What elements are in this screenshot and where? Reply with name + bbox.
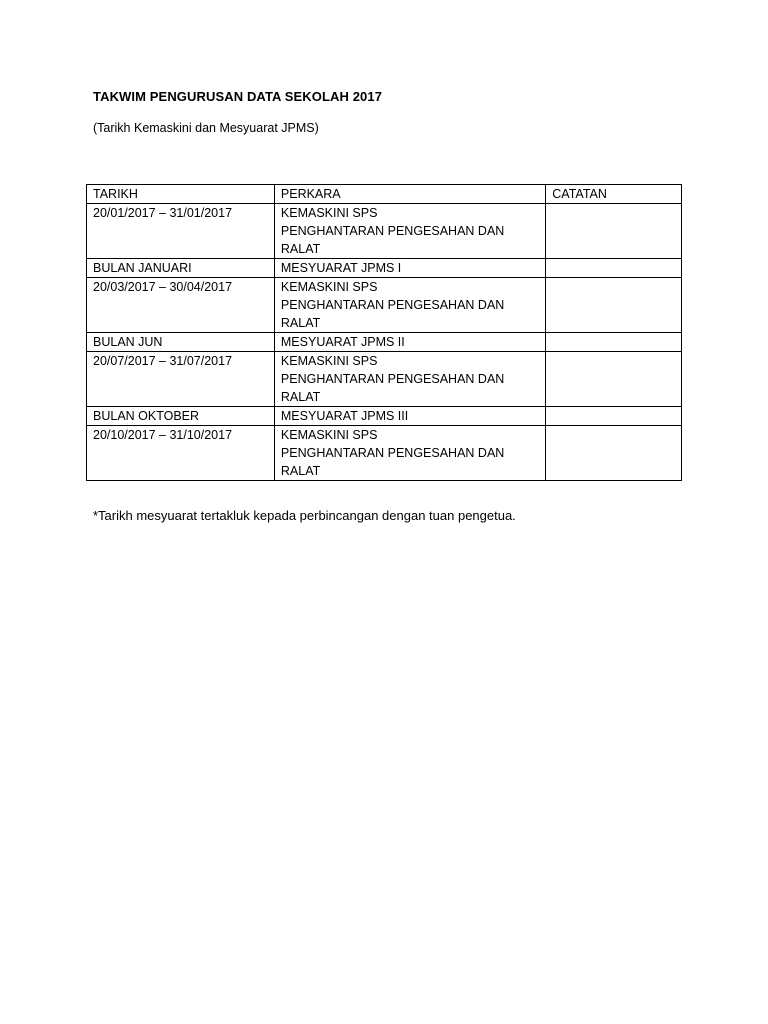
cell-catatan — [546, 407, 682, 426]
perkara-line: RALAT — [280, 390, 321, 404]
perkara-line: RALAT — [280, 242, 321, 256]
perkara-line: PENGHANTARAN PENGESAHAN DAN — [280, 224, 505, 238]
cell-perkara — [274, 259, 545, 278]
header-perkara: PERKARA — [274, 185, 545, 204]
perkara-line: MESYUARAT JPMS I — [280, 261, 402, 275]
cell-catatan — [546, 333, 682, 352]
perkara-line: KEMASKINI SPS — [280, 280, 378, 294]
table-row — [87, 426, 682, 481]
cell-perkara — [274, 426, 545, 481]
table-row — [87, 278, 682, 333]
perkara-line: KEMASKINI SPS — [280, 206, 378, 220]
perkara-line: KEMASKINI SPS — [280, 354, 378, 368]
table-header-row — [87, 185, 682, 204]
perkara-line: PENGHANTARAN PENGESAHAN DAN — [280, 446, 505, 460]
cell-catatan — [546, 426, 682, 481]
table-row — [87, 407, 682, 426]
cell-tarikh: BULAN JANUARI — [87, 259, 275, 278]
perkara-line: KEMASKINI SPS — [280, 428, 378, 442]
perkara-line: RALAT — [280, 464, 321, 478]
cell-tarikh: 20/10/2017 – 31/10/2017 — [87, 426, 275, 481]
cell-perkara — [274, 352, 545, 407]
table-row — [87, 204, 682, 259]
cell-catatan — [546, 204, 682, 259]
schedule-table — [86, 184, 682, 481]
cell-perkara — [274, 333, 545, 352]
cell-catatan — [546, 259, 682, 278]
table-row — [87, 259, 682, 278]
cell-perkara — [274, 278, 545, 333]
cell-tarikh: 20/03/2017 – 30/04/2017 — [87, 278, 275, 333]
footnote: *Tarikh mesyuarat tertakluk kepada perbincangan dengan tuan pengetua. — [93, 508, 516, 523]
document-title: TAKWIM PENGURUSAN DATA SEKOLAH 2017 — [93, 89, 383, 104]
cell-tarikh: 20/01/2017 – 31/01/2017 — [87, 204, 275, 259]
document-subtitle: (Tarikh Kemaskini dan Mesyuarat JPMS) — [93, 121, 319, 135]
header-tarikh: TARIKH — [87, 185, 275, 204]
table-row — [87, 352, 682, 407]
perkara-line: MESYUARAT JPMS III — [280, 409, 409, 423]
cell-perkara — [274, 407, 545, 426]
perkara-line: PENGHANTARAN PENGESAHAN DAN — [280, 298, 505, 312]
header-catatan: CATATAN — [546, 185, 682, 204]
cell-tarikh: BULAN JUN — [87, 333, 275, 352]
cell-tarikh: BULAN OKTOBER — [87, 407, 275, 426]
table-row — [87, 333, 682, 352]
cell-catatan — [546, 278, 682, 333]
perkara-line: MESYUARAT JPMS II — [280, 335, 405, 349]
cell-perkara — [274, 204, 545, 259]
cell-catatan — [546, 352, 682, 407]
perkara-line: RALAT — [280, 316, 321, 330]
perkara-line: PENGHANTARAN PENGESAHAN DAN — [280, 372, 505, 386]
cell-tarikh: 20/07/2017 – 31/07/2017 — [87, 352, 275, 407]
